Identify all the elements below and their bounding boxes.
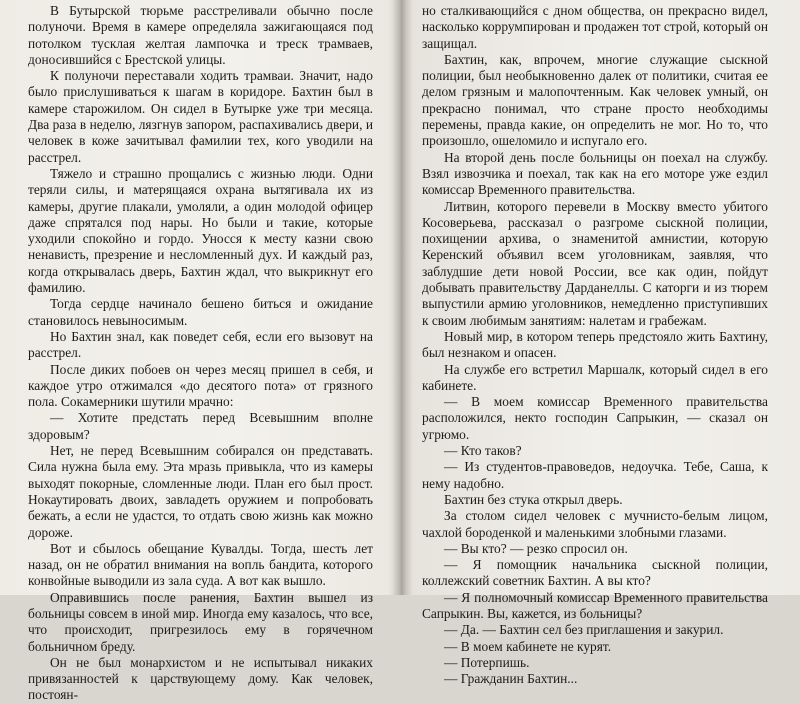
paragraph: Тяжело и страшно прощались с жизнью люди. Одни теряли силы, и матерящаяся охрана вытягивала их из камеры, другие плакали, умоляли, а один молодой офицер даже спрятался под нары. Но были и такие, которые уходили спокойно и гордо. Уносся к месту казни свою ненависть, презрение и несломленный дух. И каждый раз, когда открывалась дверь, Бахтин ждал, что выкрикнут его фамилию. xyxy=(28,165,373,296)
paragraph: — Хотите предстать перед Всевышним вполне здоровым? xyxy=(28,410,373,442)
paragraph: — Потерпишь. xyxy=(444,654,530,670)
paragraph: — Да. — Бахтин сел без приглашения и закурил. xyxy=(444,622,724,638)
left-page xyxy=(0,0,400,703)
paragraph: В Бутырской тюрьме расстреливали обычно после полуночи. Время в камере определяла зажигающаяся под потолком тусклая желтая лампочка и треск трамваев, доносившийся с Брестской улицы. xyxy=(28,3,373,67)
paragraph-continuation: но сталкивающийся с дном общества, он прекрасно видел, насколько коррумпирован и продажен тот строй, который он защищал. xyxy=(422,3,768,51)
paragraph: Оправившись после ранения, Бахтин вышел из больницы совсем в иной мир. Иногда ему казалось, что все, что происходит, пригрезилось ему в горячечном больничном бреду. xyxy=(28,589,373,654)
right-page-text xyxy=(422,3,768,687)
paragraph: После диких побоев он через месяц пришел в себя, и каждое утро отжимался «до десятого пота» от грязного пола. Сокамерники шутили мрачно: xyxy=(28,361,373,410)
paragraph: — Кто таков? xyxy=(444,443,522,459)
paragraph: — В моем комиссар Временного правительства расположился, некто господин Сапрыкин, — сказал он угрюмо. xyxy=(422,394,768,442)
paragraph: — В моем кабинете не курят. xyxy=(444,638,612,654)
paragraph: Тогда сердце начинало бешено биться и ожидание становилось невыносимым. xyxy=(28,296,373,328)
paragraph: На службе его встретил Маршалк, который сидел в его кабинете. xyxy=(422,361,768,393)
paragraph: — Гражданин Бахтин... xyxy=(444,671,578,687)
paragraph: Бахтин, как, впрочем, многие служащие сыскной полиции, был необыкновенно далек от политики, считая ее делом грязным и малопочтенным. Как человек умный, он прекрасно понимал, что стране просто необходимы перемены, правда какие, он определить не мог. Но то, что произошло, ошеломило и испугало его. xyxy=(422,51,768,149)
paragraph: К полуночи переставали ходить трамваи. Значит, надо было прислушиваться к шагам в коридоре. Бахтин был в камере старожилом. Он сидел в Бутырке уже три месяца. Два раза в неделю, лязгнув запором, распахивались двери, и человек в коже зачитывал фамилии тех, кого уводили на расстрел. xyxy=(28,68,373,165)
paragraph: Бахтин без стука открыл дверь. xyxy=(444,491,623,507)
paragraph: Он не был монархистом и не испытывал никаких привязанностей к царствующему дому. Как человек, постоян- xyxy=(28,654,373,703)
right-page xyxy=(402,0,800,687)
paragraph: Вот и сбылось обещание Кувалды. Тогда, шесть лет назад, он не обратил внимания на вопль бандита, которого конвойные выводили из зала суда. А вот как вышло. xyxy=(28,540,373,589)
paragraph: Нет, не перед Всевышним собирался он представать. Сила нужна была ему. Эта мразь привыкла, что из камеры выходят покорные, сломленные люди. План его был прост. Нокаутировать двоих, завладеть оружием и попробовать бежать, а если не удастся, то отдать свою жизнь как можно дороже. xyxy=(28,443,373,540)
paragraph: — Я помощник начальника сыскной полиции, коллежский советник Бахтин. А вы кто? xyxy=(422,557,768,589)
paragraph: За столом сидел человек с мучнисто-белым лицом, чахлой бороденкой и маленькими злобными глазами. xyxy=(422,508,768,540)
paragraph: Новый мир, в котором теперь предстояло жить Бахтину, был незнаком и опасен. xyxy=(422,328,768,361)
paragraph: — Я полномочный комиссар Временного правительства Сапрыкин. Вы, кажется, из больницы? xyxy=(422,589,768,621)
paragraph: — Из студентов-правоведов, недоучка. Тебе, Саша, к нему надобно. xyxy=(422,459,768,491)
paragraph: Литвин, которого перевели в Москву вместо убитого Косоверьева, рассказал о разгроме сыскной полиции, похищении архива, о знаменитой амнистии, которую Керенский объявил всем уголовникам, заявляя, что заблудшие дети новой России, все как один, пойдут добывать правительству Дарданеллы. С каторги и из тюрем выпустили армию уголовников, немедленно приступивших к своим любимым занятиям: налетам и грабежам. xyxy=(422,198,768,328)
paragraph: На второй день после больницы он поехал на службу. Взял извозчика и поехал, так как на его моторе уже ездил комиссар Временного правительства. xyxy=(422,149,768,198)
paragraph: — Вы кто? — резко спросил он. xyxy=(444,540,628,556)
left-page-text xyxy=(28,3,373,704)
paragraph: Но Бахтин знал, как поведет себя, если его вызовут на расстрел. xyxy=(28,328,373,361)
